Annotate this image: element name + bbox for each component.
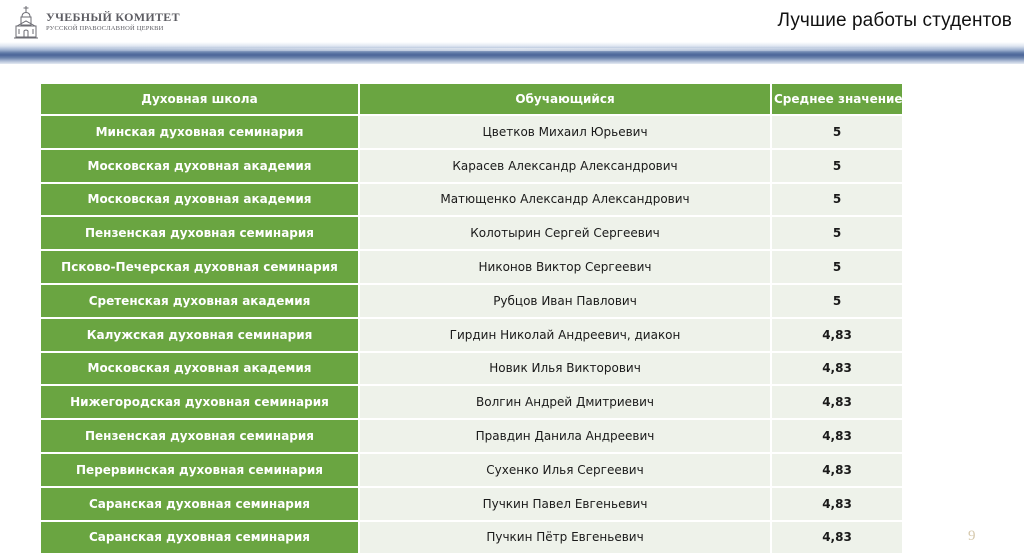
school-cell: Псково-Печерская духовная семинария xyxy=(41,251,358,283)
school-cell: Минская духовная семинария xyxy=(41,116,358,148)
table-row xyxy=(41,150,902,182)
score-cell: 4,83 xyxy=(772,353,902,385)
column-header-student: Обучающийся xyxy=(360,84,770,114)
column-header-school: Духовная школа xyxy=(41,84,358,114)
table-row xyxy=(41,353,902,385)
org-name: УЧЕБНЫЙ КОМИТЕТ xyxy=(46,10,180,25)
table-row xyxy=(41,488,902,520)
student-cell: Новик Илья Викторович xyxy=(360,353,770,385)
score-cell: 5 xyxy=(772,150,902,182)
table-row xyxy=(41,116,902,148)
school-cell: Московская духовная академия xyxy=(41,150,358,182)
student-cell: Колотырин Сергей Сергеевич xyxy=(360,217,770,249)
header-banner xyxy=(0,42,1024,64)
student-cell: Пучкин Павел Евгеньевич xyxy=(360,488,770,520)
student-cell: Пучкин Пётр Евгеньевич xyxy=(360,522,770,554)
score-cell: 5 xyxy=(772,251,902,283)
header-banner-shine xyxy=(0,48,1024,51)
score-cell: 4,83 xyxy=(772,319,902,351)
school-cell: Саранская духовная семинария xyxy=(41,488,358,520)
score-cell: 4,83 xyxy=(772,488,902,520)
school-cell: Пензенская духовная семинария xyxy=(41,420,358,452)
table-row xyxy=(41,285,902,317)
score-cell: 5 xyxy=(772,116,902,148)
table-row xyxy=(41,420,902,452)
committee-logo xyxy=(12,5,180,39)
page-number: 9 xyxy=(968,528,976,544)
school-cell: Сретенская духовная академия xyxy=(41,285,358,317)
school-cell: Калужская духовная семинария xyxy=(41,319,358,351)
table-row xyxy=(41,251,902,283)
student-cell: Сухенко Илья Сергеевич xyxy=(360,454,770,486)
score-cell: 5 xyxy=(772,184,902,216)
student-cell: Правдин Данила Андреевич xyxy=(360,420,770,452)
score-cell: 4,83 xyxy=(772,454,902,486)
table-row xyxy=(41,319,902,351)
student-cell: Карасев Александр Александрович xyxy=(360,150,770,182)
results-table xyxy=(39,82,904,555)
column-header-score: Среднее значение xyxy=(772,84,902,114)
church-icon xyxy=(12,5,40,39)
table-row xyxy=(41,184,902,216)
school-cell: Нижегородская духовная семинария xyxy=(41,386,358,418)
student-cell: Никонов Виктор Сергеевич xyxy=(360,251,770,283)
school-cell: Московская духовная академия xyxy=(41,184,358,216)
student-cell: Рубцов Иван Павлович xyxy=(360,285,770,317)
score-cell: 4,83 xyxy=(772,420,902,452)
slide-title: Лучшие работы студентов xyxy=(777,10,1012,31)
table-row xyxy=(41,217,902,249)
school-cell: Саранская духовная семинария xyxy=(41,522,358,554)
table-row xyxy=(41,386,902,418)
school-cell: Московская духовная академия xyxy=(41,353,358,385)
score-cell: 4,83 xyxy=(772,522,902,554)
table-row xyxy=(41,522,902,554)
student-cell: Матющенко Александр Александрович xyxy=(360,184,770,216)
org-subtitle: РУССКОЙ ПРАВОСЛАВНОЙ ЦЕРКВИ xyxy=(46,25,164,33)
score-cell: 4,83 xyxy=(772,386,902,418)
student-cell: Гирдин Николай Андреевич, диакон xyxy=(360,319,770,351)
school-cell: Пензенская духовная семинария xyxy=(41,217,358,249)
score-cell: 5 xyxy=(772,217,902,249)
table-row xyxy=(41,454,902,486)
school-cell: Перервинская духовная семинария xyxy=(41,454,358,486)
student-cell: Волгин Андрей Дмитриевич xyxy=(360,386,770,418)
student-cell: Цветков Михаил Юрьевич xyxy=(360,116,770,148)
score-cell: 5 xyxy=(772,285,902,317)
table-header-row xyxy=(41,84,902,114)
